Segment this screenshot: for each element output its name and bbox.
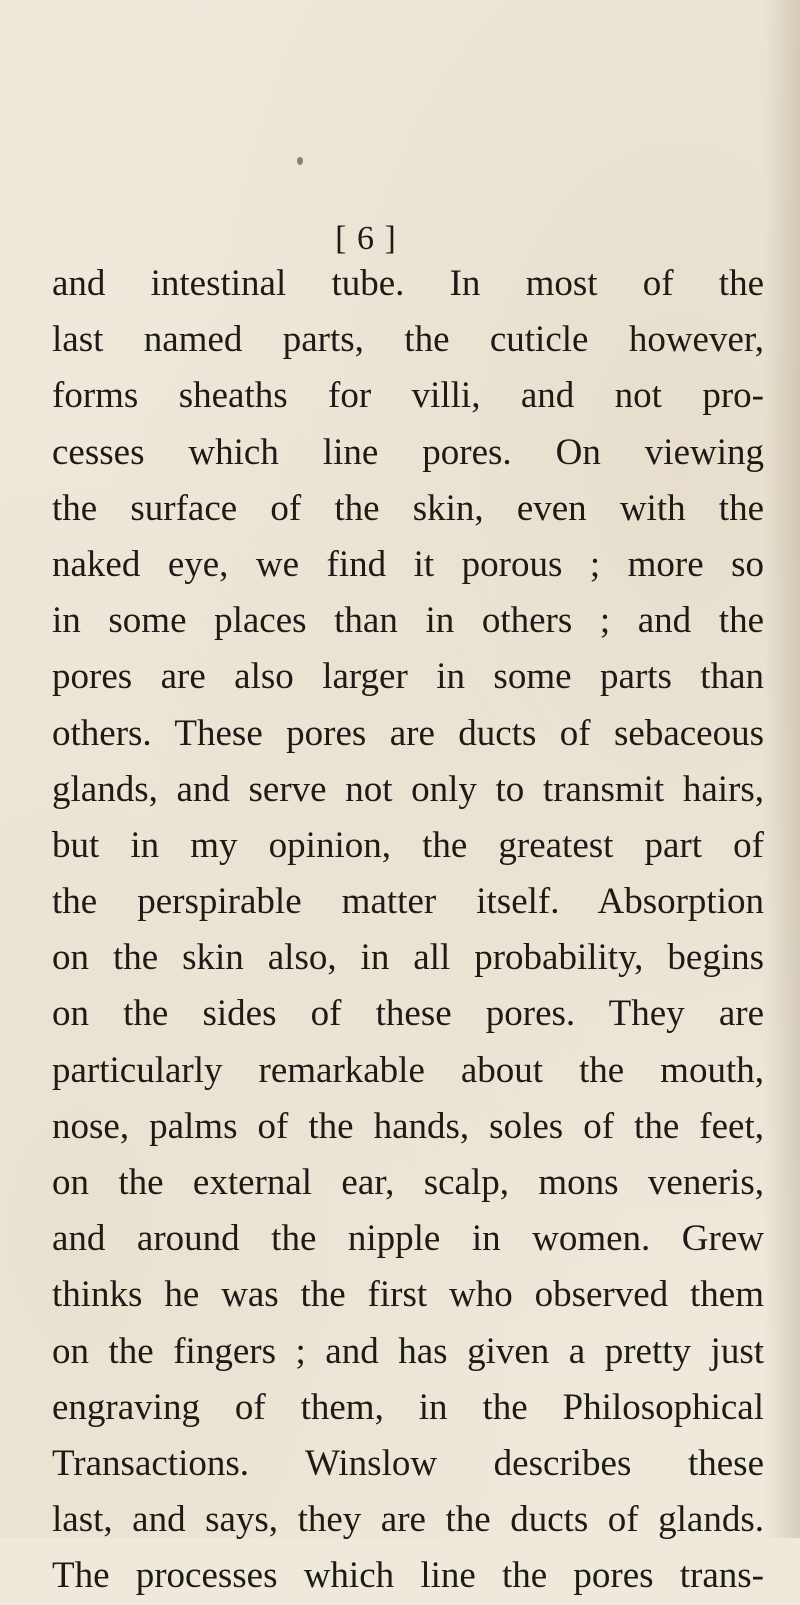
ink-speck — [297, 157, 303, 165]
text-line: in some places than in others ; and the — [52, 600, 764, 642]
text-line: the surface of the skin, even with the — [52, 487, 764, 529]
text-line: forms sheaths for villi, and not pro- — [52, 375, 764, 417]
text-line: naked eye, we find it porous ; more so — [52, 543, 764, 585]
text-line: nose, palms of the hands, soles of the feet, — [52, 1105, 764, 1147]
text-line: particularly remarkable about the mouth, — [52, 1049, 764, 1091]
text-line: on the fingers ; and has given a pretty just — [52, 1330, 764, 1372]
text-line: glands, and serve not only to transmit hairs, — [52, 768, 764, 810]
text-line: on the sides of these pores. They are — [52, 993, 764, 1035]
page-number: [ 6 ] — [335, 220, 397, 257]
text-line: and intestinal tube. In most of the — [52, 263, 764, 304]
text-line: on the external ear, scalp, mons veneris, — [52, 1162, 764, 1203]
text-line: thinks he was the first who observed them — [52, 1274, 764, 1316]
text-line: last, and says, they are the ducts of glands. — [52, 1499, 764, 1541]
text-line: and around the nipple in women. Grew — [52, 1218, 764, 1260]
text-line: Transactions. Winslow describes these — [52, 1442, 764, 1484]
text-line: but in my opinion, the greatest part of — [52, 824, 764, 866]
text-line: cesses which line pores. On viewing — [52, 431, 764, 473]
text-line: last named parts, the cuticle however, — [52, 319, 764, 361]
text-line: The processes which line the pores trans- — [52, 1555, 764, 1597]
text-line: others. These pores are ducts of sebaceous — [52, 712, 764, 754]
text-line: on the skin also, in all probability, begins — [52, 937, 764, 979]
page-edge-shadow — [764, 0, 800, 1538]
text-line: engraving of them, in the Philosophical — [52, 1386, 764, 1428]
text-line: the perspirable matter itself. Absorption — [52, 881, 764, 923]
body-text — [52, 256, 764, 1605]
text-line: pores are also larger in some parts than — [52, 656, 764, 698]
